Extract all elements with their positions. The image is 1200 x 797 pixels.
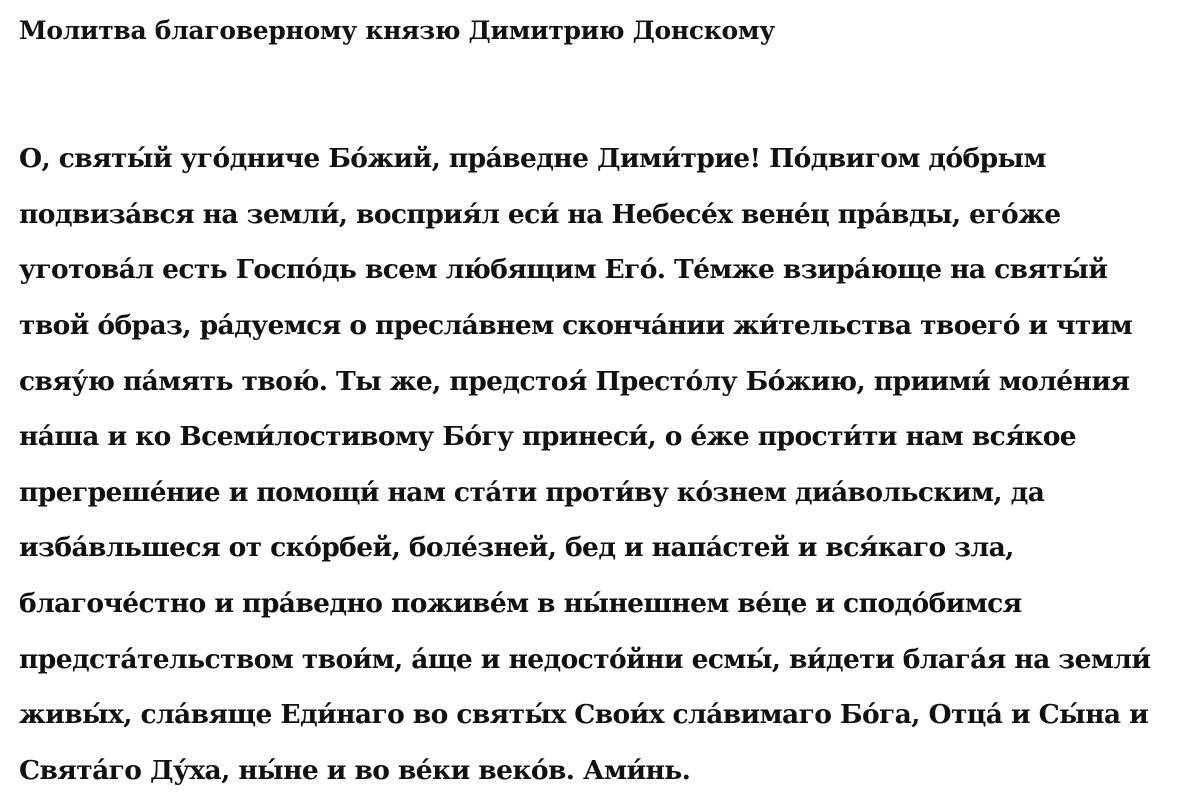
- prayer-line: [19, 742, 1180, 797]
- prayer-text: [19, 130, 1180, 797]
- prayer-line-text: подвиза́вся на земли́, восприя́л еси́ на Небесе́х вене́ц пра́вды, его́же: [19, 198, 1061, 230]
- prayer-line-text: твой о́браз, ра́дуемся о пресла́внем сконча́нии жи́тельства твоего́ и чтим: [19, 309, 1133, 341]
- prayer-line-text: свяу́ю па́мять твою́. Ты же, предстоя́ Престо́лу Бо́жию, приими́ моле́ния: [19, 365, 1130, 397]
- prayer-line-text: О, святы́й уго́дниче Бо́жий, пра́ведне Дими́трие! По́двигом до́брым: [19, 143, 1046, 175]
- prayer-line-text: благоче́стно и пра́ведно поживе́м в ны́нешнем ве́це и сподо́бимся: [19, 587, 1022, 619]
- prayer-line: [19, 186, 1180, 242]
- prayer-line: [19, 630, 1180, 686]
- prayer-line-text: изба́вльшеся от ско́рбей, боле́зней, бед и напа́стей и вся́каго зла,: [19, 532, 1014, 564]
- prayer-line-text: на́ша и ко Всеми́лостивому Бо́гу принеси́, о е́же прости́ти нам вся́кое: [19, 421, 1077, 453]
- prayer-line-text: живы́х, сла́вяще Еди́наго во святы́х Свои́х сла́вимаго Бо́га, Отца́ и Сы́на и: [19, 699, 1149, 731]
- prayer-line-text: уготова́л есть Госпо́дь всем лю́бящим Его́. Те́мже взира́юще на святы́й: [19, 254, 1108, 286]
- prayer-line: [19, 130, 1180, 186]
- prayer-line: [19, 464, 1180, 520]
- prayer-line: [19, 575, 1180, 631]
- prayer-line: [19, 408, 1180, 464]
- prayer-line: [19, 241, 1180, 297]
- prayer-line-text: Свята́го Ду́ха, ны́не и во ве́ки веко́в. Ами́нь.: [19, 754, 691, 786]
- prayer-line: [19, 686, 1180, 742]
- prayer-line-text: предста́тельством твои́м, а́ще и недосто́йни есмы́, ви́дети блага́я на земли́: [19, 643, 1151, 675]
- prayer-line: [19, 519, 1180, 575]
- prayer-line: [19, 297, 1180, 353]
- prayer-title: Молитва благоверному князю Димитрию Донскому: [19, 16, 775, 45]
- prayer-line: [19, 352, 1180, 408]
- prayer-line-text: прегреше́ние и помощи́ нам ста́ти проти́ву ко́знем диа́вольским, да: [19, 476, 1045, 508]
